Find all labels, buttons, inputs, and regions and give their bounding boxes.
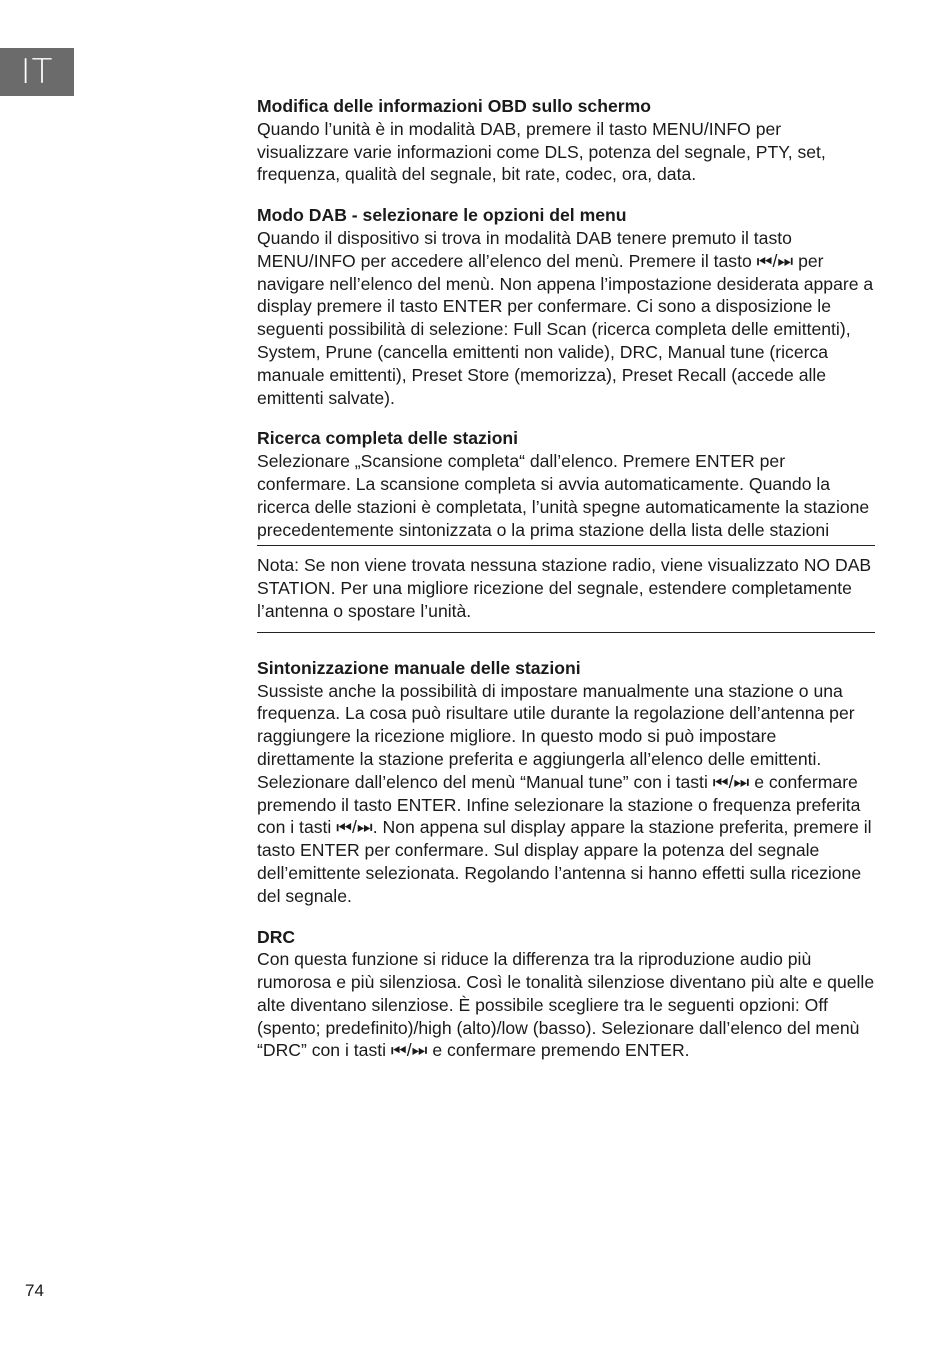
- section-body: Con questa funzione si riduce la differenza tra la riproduzione audio più rumorosa e più silenziosa. Così le tonalità silenziose diventano più alte e quelle alte diventano silenziose. È possibile scegliere tra le seguenti opzioni: Off (spento; predefinito)/high (alto)/low (basso). Selezionare dall’elenco del menù “DRC” con i tasti ⏮/⏭ e confermare premendo ENTER.: [257, 949, 875, 1061]
- page-number: 74: [25, 1281, 44, 1300]
- section-dab-menu-options: [257, 204, 875, 409]
- section-full-scan: [257, 427, 875, 632]
- section-heading: Ricerca completa delle stazioni: [257, 428, 519, 449]
- section-obd-info: [257, 95, 875, 186]
- section-heading: Sintonizzazione manuale delle stazioni: [257, 657, 581, 678]
- note-text: Nota: Se non viene trovata nessuna stazione radio, viene visualizzato NO DAB STATION. Per una migliore ricezione del segnale, estendere completamente l’antenna o spostare l’unità.: [257, 555, 872, 621]
- section-manual-tune: [257, 657, 875, 908]
- section-heading: Modo DAB - selezionare le opzioni del menu: [257, 205, 627, 226]
- section-body: Selezionare „Scansione completa“ dall’elenco. Premere ENTER per confermare. La scansione completa si avvia automaticamente. Quando la ricerca delle stazioni è completata, l’unità spegne automaticamente la stazione precedentemente sintonizzata o la prima stazione della lista delle stazioni: [257, 451, 870, 540]
- section-heading: DRC: [257, 926, 296, 947]
- section-body: Sussiste anche la possibilità di impostare manualmente una stazione o una frequenza. La cosa può risultare utile durante la regolazione dell’antenna per raggiungere la ricezione migliore. In questo modo si può impostare direttamente la stazione preferita e aggiungerla all’elenco delle emittenti. Selezionare dall’elenco del menù “Manual tune” con i tasti ⏮/⏭ e confermare premendo il tasto ENTER. Infine selezionare la stazione o frequenza preferita con i tasti ⏮/⏭. Non appena sul display appare la stazione preferita, premere il tasto ENTER per confermare. Sul display appare la potenza del segnale dell’emittente selezionata. Regolando l’antenna si hanno effetti sulla ricezione del segnale.: [257, 680, 872, 906]
- note-box: [257, 545, 875, 632]
- section-body: Quando il dispositivo si trova in modalità DAB tenere premuto il tasto MENU/INFO per accedere all’elenco del menù. Premere il tasto ⏮/⏭ per navigare nell’elenco del menù. Non appena l’impostazione desiderata appare a display premere il tasto ENTER per confermare. Ci sono a disposizione le seguenti possibilità di selezione: Full Scan (ricerca completa delle emittenti), System, Prune (cancella emittenti non valide), DRC, Manual tune (ricerca manuale emittenti), Preset Store (memorizza), Preset Recall (accede alle emittenti salvate).: [257, 227, 874, 408]
- section-heading: Modifica delle informazioni OBD sullo schermo: [257, 96, 651, 116]
- language-tab: IT: [0, 48, 74, 96]
- section-body: Quando l’unità è in modalità DAB, premere il tasto MENU/INFO per visualizzare varie informazioni come DLS, potenza del segnale, PTY, set, frequenza, qualità del segnale, bit rate, codec, ora, data.: [257, 118, 826, 185]
- manual-content: [257, 95, 875, 1080]
- section-drc: [257, 926, 875, 1063]
